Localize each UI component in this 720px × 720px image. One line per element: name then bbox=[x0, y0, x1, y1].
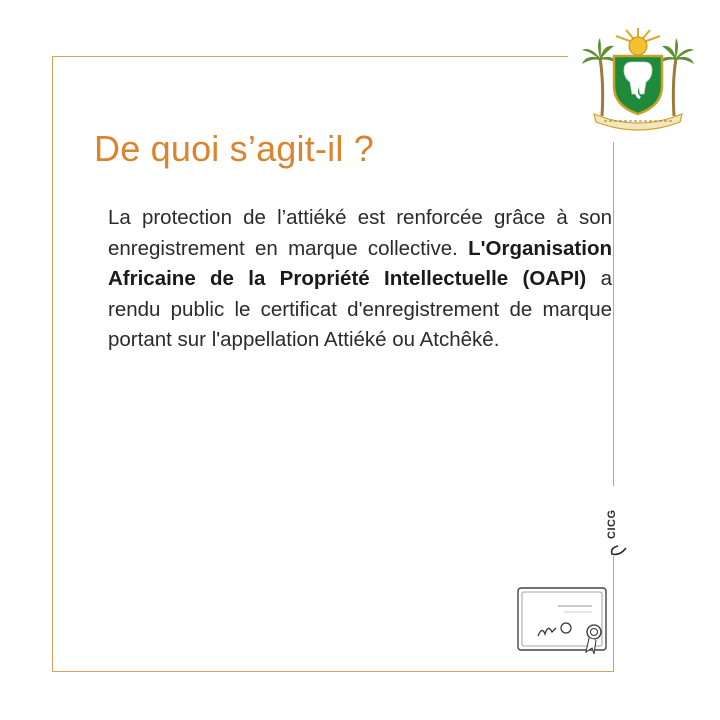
paragraph-organisation: L'Organisation Africaine de la Propriété Intellectuelle (OAPI) bbox=[108, 236, 612, 290]
paragraph-intro: La protection de l’attiéké est renforcée grâce à son enregistrement en marque collective. bbox=[108, 206, 612, 260]
page-title: De quoi s’agit-il ? bbox=[94, 128, 374, 169]
description-paragraph bbox=[108, 203, 612, 356]
cicg-label: CICG bbox=[606, 509, 618, 539]
certificate-icon bbox=[514, 582, 614, 658]
paragraph-rest: a rendu public le certificat d'enregistrement de marque portant sur l'appellation Attiéké ou Atchêkê. bbox=[108, 267, 612, 351]
coat-of-arms-icon bbox=[580, 24, 696, 134]
